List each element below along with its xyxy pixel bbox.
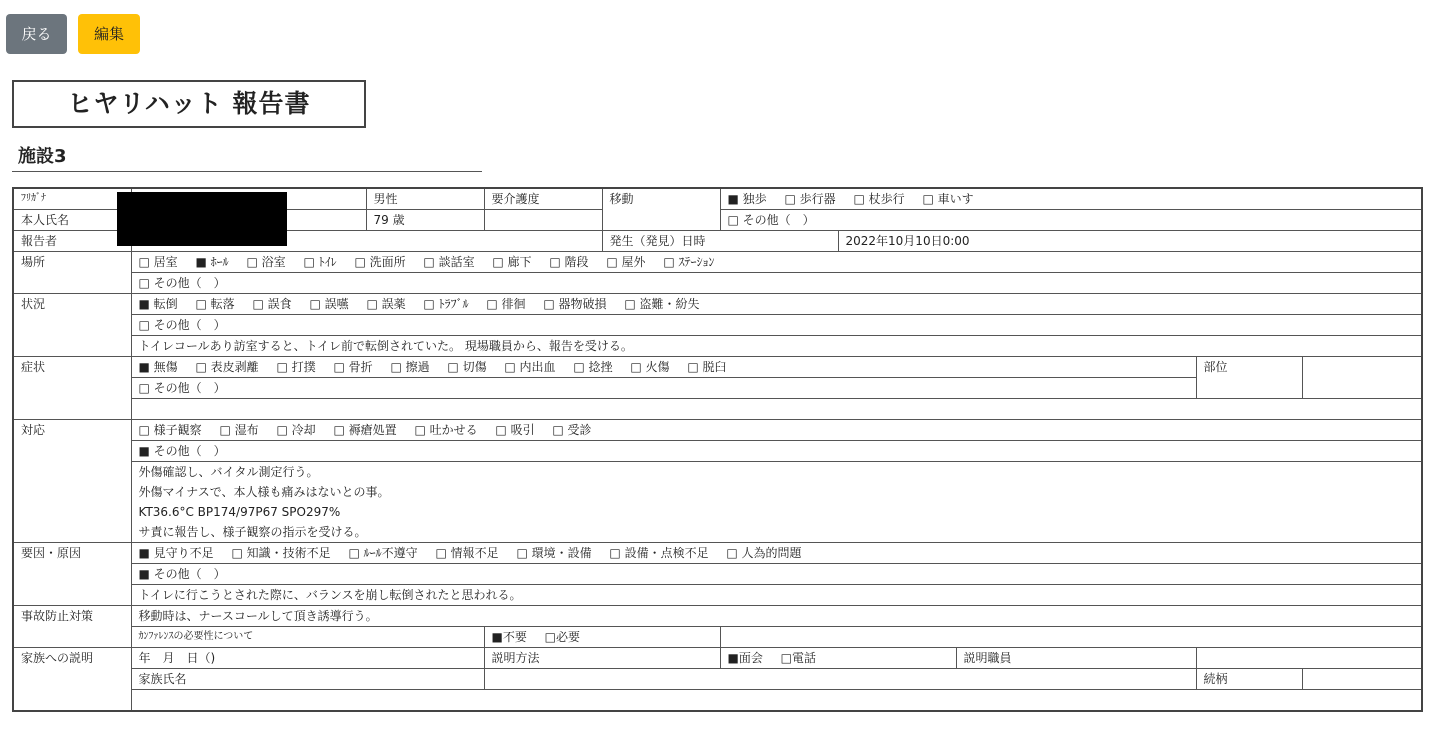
response-option: □ 褥瘡処置 (333, 423, 397, 437)
row-response-other (13, 441, 1422, 462)
situation-option: □ 誤薬 (366, 297, 406, 311)
location-option: □ ｽﾃｰｼｮﾝ (663, 255, 715, 269)
response-note: KT36.6°C BP174/97P67 SPO297% (131, 502, 1422, 522)
cause-note: トイレに行こうとされた際に、バランスを崩し転倒されたと思われる。 (131, 585, 1422, 606)
prevention-note: 移動時は、ナースコールして頂き誘導行う。 (131, 606, 1422, 627)
name-label: 本人氏名 (13, 210, 131, 231)
location-option: □ 浴室 (246, 255, 286, 269)
response-note: 外傷マイナスで、本人様も痛みはないとの事。 (131, 482, 1422, 502)
row-cause (13, 543, 1422, 564)
location-option: □ 屋外 (606, 255, 646, 269)
redaction-block (117, 192, 287, 246)
row-conference (13, 627, 1422, 648)
row-cause-other (13, 564, 1422, 585)
method-option: □電話 (780, 651, 817, 665)
family-name-value (484, 669, 1196, 690)
row-response-note (13, 482, 1422, 502)
row-location (13, 252, 1422, 273)
situation-option: □ ﾄﾗﾌﾞﾙ (423, 297, 469, 311)
family-label: 家族への説明 (13, 648, 131, 712)
symptom-option: □ 脱臼 (687, 360, 727, 374)
care-level-value (484, 210, 602, 231)
mobility-option: □ 歩行器 (784, 192, 836, 206)
response-options (131, 420, 1422, 441)
symptom-label: 症状 (13, 357, 131, 420)
body-part-label: 部位 (1196, 357, 1302, 399)
symptom-option: □ 内出血 (504, 360, 556, 374)
row-symptom-note (13, 399, 1422, 420)
reporter-label: 報告者 (13, 231, 131, 252)
family-name-label: 家族氏名 (131, 669, 484, 690)
location-option: □ 廊下 (492, 255, 532, 269)
cause-option: □ 情報不足 (435, 546, 499, 560)
row-family-blank (13, 690, 1422, 712)
facility-name: 施設3 (18, 146, 67, 167)
symptom-option: □ 表皮剥離 (195, 360, 259, 374)
response-option: □ 吸引 (495, 423, 535, 437)
location-options (131, 252, 1422, 273)
situation-other: □ その他（ ） (131, 315, 1422, 336)
row-cause-note (13, 585, 1422, 606)
response-other: ■ その他（ ） (131, 441, 1422, 462)
response-option: □ 湿布 (219, 423, 259, 437)
cause-option: □ 人為的問題 (726, 546, 802, 560)
symptom-option: ■ 無傷 (138, 360, 178, 374)
situation-option: ■ 転倒 (138, 297, 178, 311)
mobility-other: □ その他（ ） (720, 210, 1422, 231)
situation-options (131, 294, 1422, 315)
furigana-label: ﾌﾘｶﾞﾅ (13, 188, 131, 210)
conference-label: ｶﾝﾌｧﾚﾝｽの必要性について (131, 627, 484, 648)
response-option: □ 様子観察 (138, 423, 202, 437)
staff-label: 説明職員 (956, 648, 1196, 669)
symptom-option: □ 捻挫 (573, 360, 613, 374)
symptom-option: □ 骨折 (333, 360, 373, 374)
symptom-other: □ その他（ ） (131, 378, 1196, 399)
row-response-note (13, 502, 1422, 522)
family-blank (131, 690, 1422, 712)
cause-options (131, 543, 1422, 564)
location-option: ■ ﾎｰﾙ (195, 255, 229, 269)
body-part-value (1302, 357, 1422, 399)
situation-label: 状況 (13, 294, 131, 357)
occurrence-label: 発生（発見）日時 (602, 231, 838, 252)
cause-option: □ ﾙｰﾙ不遵守 (348, 546, 418, 560)
mobility-options (720, 188, 1422, 210)
symptom-options (131, 357, 1196, 378)
situation-option: □ 盗難・紛失 (624, 297, 700, 311)
method-label: 説明方法 (484, 648, 720, 669)
location-option: □ 洗面所 (354, 255, 406, 269)
response-option: □ 吐かせる (414, 423, 478, 437)
mobility-option: □ 杖歩行 (853, 192, 905, 206)
location-option: □ 談話室 (423, 255, 475, 269)
symptom-option: □ 打撲 (276, 360, 316, 374)
explanation-date: 年 月 日（) (131, 648, 484, 669)
situation-option: □ 器物破損 (543, 297, 607, 311)
row-situation-other (13, 315, 1422, 336)
situation-option: □ 転落 (195, 297, 235, 311)
conference-option: ■不要 (491, 630, 527, 644)
situation-note: トイレコールあり訪室すると、トイレ前で転倒されていた。 現場職員から、報告を受ける。 (131, 336, 1422, 357)
page-title: ヒヤリハット 報告書 (12, 80, 366, 128)
method-options (720, 648, 956, 669)
gender-value: 男性 (366, 188, 484, 210)
location-label: 場所 (13, 252, 131, 294)
response-option: □ 受診 (552, 423, 592, 437)
response-label: 対応 (13, 420, 131, 543)
conference-option: □必要 (544, 630, 581, 644)
row-situation-note (13, 336, 1422, 357)
response-note: サ責に報告し、様子観察の指示を受ける。 (131, 522, 1422, 543)
row-family (13, 648, 1422, 669)
age-value: 79 歳 (366, 210, 484, 231)
row-family-name (13, 669, 1422, 690)
facility-underline (12, 171, 482, 172)
row-situation (13, 294, 1422, 315)
cause-option: □ 設備・点検不足 (609, 546, 709, 560)
row-response-note (13, 462, 1422, 483)
cause-other: ■ その他（ ） (131, 564, 1422, 585)
cause-option: ■ 見守り不足 (138, 546, 214, 560)
situation-option: □ 誤食 (252, 297, 292, 311)
mobility-option: ■ 独歩 (727, 192, 767, 206)
row-symptom (13, 357, 1422, 378)
row-prevention (13, 606, 1422, 627)
symptom-option: □ 擦過 (390, 360, 430, 374)
row-response-note (13, 522, 1422, 543)
relation-value (1302, 669, 1422, 690)
symptom-option: □ 切傷 (447, 360, 487, 374)
row-response (13, 420, 1422, 441)
cause-label: 要因・原因 (13, 543, 131, 606)
location-other: □ その他（ ） (131, 273, 1422, 294)
mobility-option: □ 車いす (922, 192, 974, 206)
symptom-note (131, 399, 1422, 420)
relation-label: 続柄 (1196, 669, 1302, 690)
situation-option: □ 徘徊 (486, 297, 526, 311)
staff-value (1196, 648, 1422, 669)
cause-option: □ 環境・設備 (516, 546, 592, 560)
conference-options (484, 627, 720, 648)
row-location-other (13, 273, 1422, 294)
prevention-label: 事故防止対策 (13, 606, 131, 648)
occurrence-value: 2022年10月10日0:00 (838, 231, 1422, 252)
edit-button[interactable]: 編集 (78, 14, 140, 54)
situation-option: □ 誤嚥 (309, 297, 349, 311)
incident-report-table (12, 187, 1423, 712)
mobility-label: 移動 (602, 188, 720, 231)
location-option: □ 居室 (138, 255, 178, 269)
method-option: ■面会 (727, 651, 763, 665)
cause-option: □ 知識・技術不足 (231, 546, 331, 560)
response-note: 外傷確認し、バイタル測定行う。 (131, 462, 1422, 483)
conference-empty (720, 627, 1422, 648)
symptom-option: □ 火傷 (630, 360, 670, 374)
location-option: □ ﾄｲﾚ (303, 255, 337, 269)
care-level-label: 要介護度 (484, 188, 602, 210)
location-option: □ 階段 (549, 255, 589, 269)
back-button[interactable]: 戻る (6, 14, 67, 54)
response-option: □ 冷却 (276, 423, 316, 437)
